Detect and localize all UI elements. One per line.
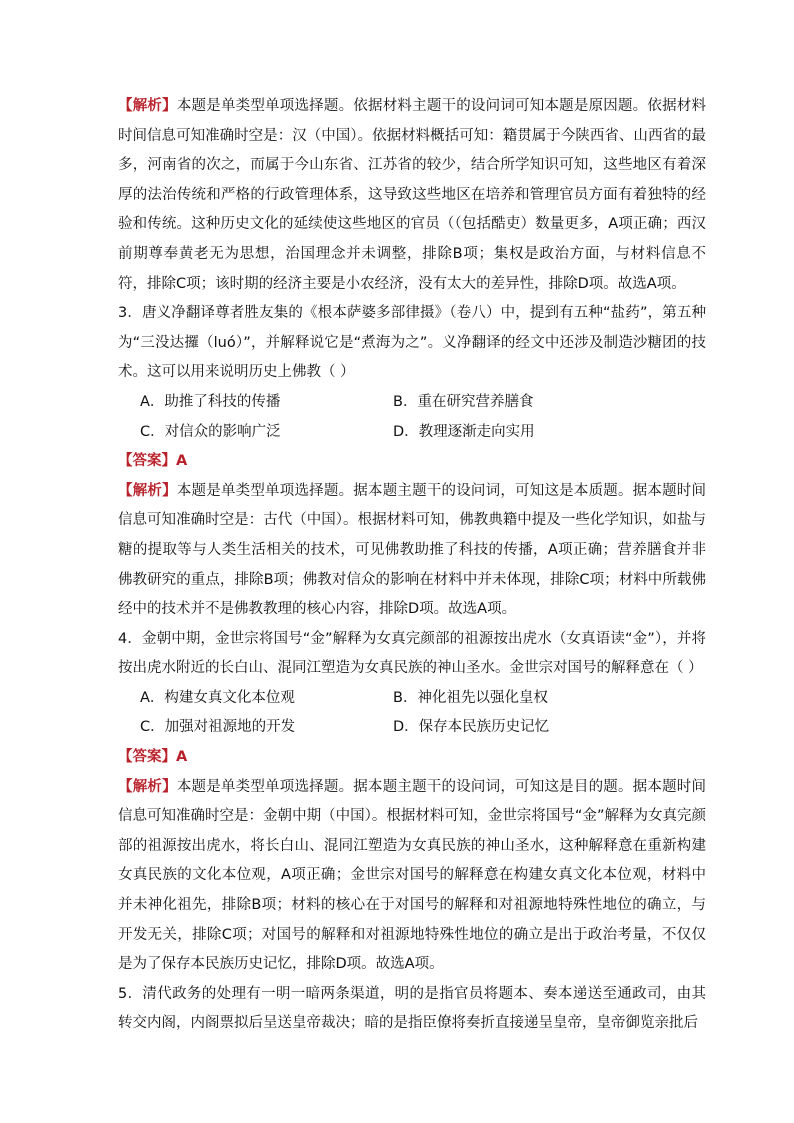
q3-options (118, 388, 706, 447)
q4-stem: 4．金朝中期，金世宗将国号“金”解释为女真完颜部的祖源按出虎水（女真语读“金”），并将按出虎水附近的长白山、混同江塑造为女真民族的神山圣水。金世宗对国号的解释意在（ ） (118, 630, 706, 677)
q3-option-d: D．教理逐渐走向实用 (393, 423, 535, 440)
q3-answer (118, 447, 706, 477)
q2-analysis (118, 92, 706, 299)
q4-options (118, 684, 706, 743)
q4-option-d: D．保存本民族历史记忆 (393, 719, 550, 736)
q3-option-a: A．助推了科技的传播 (140, 393, 281, 410)
answer-label: 【答案】 (118, 453, 176, 470)
analysis-label: 【解析】 (118, 778, 177, 795)
answer-label: 【答案】 (118, 749, 176, 766)
q3-option-c: C．对信众的影响广泛 (140, 423, 281, 440)
q3-answer-value: A (176, 453, 188, 470)
analysis-label: 【解析】 (118, 98, 177, 114)
q4-option-c: C．加强对祖源地的开发 (140, 719, 296, 736)
q3-analysis-text: 本题是单类型单项选择题。据本题主题干的设问词，可知这是本质题。据本题时间信息可知准确时空是：古代（中国）。根据材料可知，佛教典籍中提及一些化学知识，如盐与糖的提取等与人类生活相关的技术，可见佛教助推了科技的传播，A项正确；营养膳食并非佛教研究的重点，排除B项；佛教对信众的影响在材料中并未体现，排除C项；材料中所载佛经中的技术并不是佛教教理的核心内容，排除D项。故选A项。 (118, 482, 707, 618)
q3-stem: 3．唐义净翻译尊者胜友集的《根本萨婆多部律摄》（卷八）中，提到有五种“盐药”，第五种为“三没达攞（luó）”，并解释说它是“煮海为之”。义净翻译的经文中还涉及制造沙糖团的技术。这可以用来说明历史上佛教（ ） (118, 305, 706, 381)
q3-option-b: B．重在研究营养膳食 (393, 393, 534, 410)
q2-analysis-text: 本题是单类型单项选择题。依据材料主题干的设问词可知本题是原因题。依据材料时间信息可知准确时空是：汉（中国）。依据材料概括可知：籍贯属于今陕西省、山西省的最多，河南省的次之，而属于今山东省、江苏省的较少，结合所学知识可知，这些地区有着深厚的法治传统和严格的行政管理体系，这导致这些地区在培养和管理官员方面有着独特的经验和传统。这种历史文化的延续使这些地区的官员（（包括酷吏）数量更多，A项正确；西汉前期尊奉黄老无为思想，治国理念并未调整，排除B项；集权是政治方面，与材料信息不符，排除C项；该时期的经济主要是小农经济，没有太大的差异性，排除D项。故选A项。 (118, 98, 707, 292)
analysis-label: 【解析】 (118, 482, 177, 499)
q4-answer-value: A (176, 749, 188, 766)
q3-analysis (118, 477, 706, 625)
q4-analysis-text: 本题是单类型单项选择题。据本题主题干的设问词，可知这是目的题。据本题时间信息可知准确时空是：金朝中期（中国）。根据材料可知，金世宗将国号“金”解释为女真完颜部的祖源按出虎水，将长白山、混同江塑造为女真民族的神山圣水，这种解释意在重新构建女真民族的文化本位观，A项正确；金世宗对国号的解释意在构建女真文化本位观，材料中并未神化祖先，排除B项；材料的核心在于对国号的解释和对祖源地特殊性地位的确立，与开发无关，排除C项；对国号的解释和对祖源地特殊性地位的确立是出于政治考量，不仅仅是为了保存本民族历史记忆，排除D项。故选A项。 (118, 778, 707, 973)
q5-stem: 5．清代政务的处理有一明一暗两条渠道，明的是指官员将题本、奏本递送至通政司，由其转交内阁，内阁票拟后呈送皇帝裁决；暗的是指臣僚将奏折直接递呈皇帝，皇帝御览亲批后 (118, 985, 706, 1032)
q4-analysis (118, 773, 706, 980)
q4-answer (118, 743, 706, 773)
q4-option-b: B．神化祖先以强化皇权 (393, 689, 548, 706)
q4-option-a: A．构建女真文化本位观 (140, 689, 295, 706)
